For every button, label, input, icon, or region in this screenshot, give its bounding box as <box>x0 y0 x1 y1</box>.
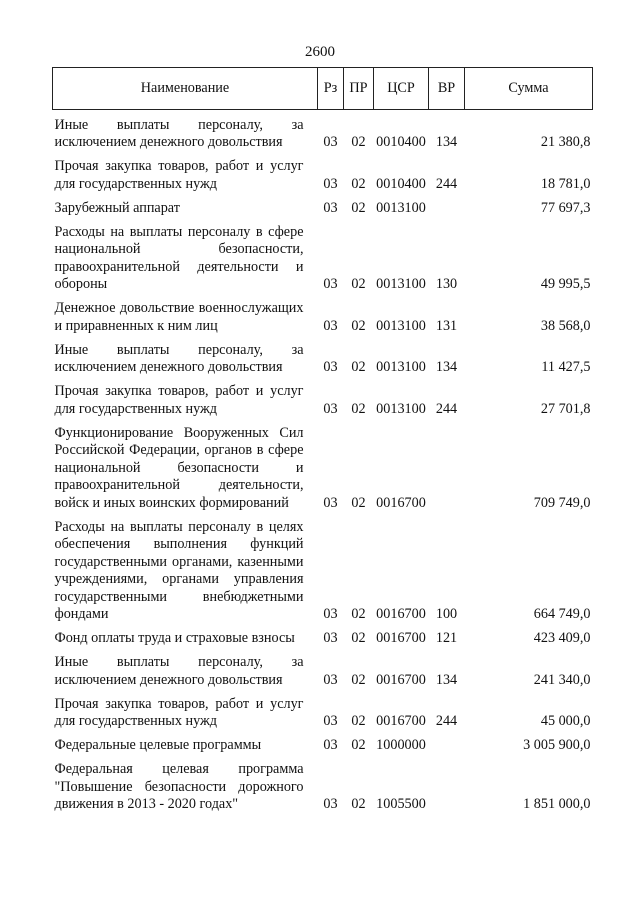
row-vr <box>429 418 465 512</box>
row-vr: 130 <box>435 276 458 292</box>
budget-table <box>52 67 593 814</box>
row-rz: 03 <box>323 175 338 192</box>
header-csr: ЦСР <box>374 68 429 110</box>
row-sum: 45 000,0 <box>540 713 591 729</box>
table-row <box>53 217 593 294</box>
header-pr: ПР <box>344 68 374 110</box>
row-sum: 38 568,0 <box>540 317 591 334</box>
row-sum: 423 409,0 <box>533 630 591 646</box>
row-pr: 02 <box>351 796 366 812</box>
row-sum: 18 781,0 <box>540 175 591 192</box>
table-header <box>53 68 593 110</box>
row-name: Функционирование Вооруженных Сил Российской Федерации, органов в сфере национальной безопасности и правоохранительной деятельности, войск и иных воинских формирований <box>54 424 304 511</box>
header-name: Наименование <box>53 68 318 110</box>
header-sum: Сумма <box>465 68 593 110</box>
row-vr: 134 <box>435 359 458 375</box>
row-pr: 02 <box>351 737 366 753</box>
row-csr: 0016700 <box>376 494 426 511</box>
table-row <box>53 624 593 648</box>
row-pr: 02 <box>351 606 366 622</box>
table-row <box>53 110 593 152</box>
table-row <box>53 512 593 624</box>
row-rz: 03 <box>323 199 338 216</box>
row-vr: 244 <box>435 175 458 192</box>
row-pr: 02 <box>351 494 366 511</box>
row-rz: 03 <box>323 630 338 646</box>
row-rz: 03 <box>323 606 338 622</box>
row-name: Прочая закупка товаров, работ и услуг для государственных нужд <box>54 695 304 729</box>
row-pr: 02 <box>351 317 366 334</box>
row-vr <box>429 731 465 755</box>
row-csr: 0016700 <box>376 713 426 729</box>
row-pr: 02 <box>351 134 366 150</box>
row-sum: 21 380,8 <box>540 134 591 150</box>
row-name: Прочая закупка товаров, работ и услуг для государственных нужд <box>54 383 304 417</box>
table-row <box>53 648 593 690</box>
row-csr: 0016700 <box>376 606 426 622</box>
row-sum: 27 701,8 <box>540 400 591 417</box>
row-pr: 02 <box>351 199 366 216</box>
row-csr: 0010400 <box>376 175 426 192</box>
row-name: Расходы на выплаты персоналу в сфере национальной безопасности, правоохранительной деятельности и обороны <box>54 223 304 292</box>
row-rz: 03 <box>323 796 338 812</box>
row-sum: 241 340,0 <box>533 671 591 688</box>
row-sum: 709 749,0 <box>533 494 591 511</box>
row-name: Федеральная целевая программа "Повышение безопасности дорожного движения в 2013 - 2020 годах" <box>54 761 304 812</box>
row-name: Прочая закупка товаров, работ и услуг для государственных нужд <box>54 158 304 192</box>
row-pr: 02 <box>351 276 366 292</box>
row-rz: 03 <box>323 671 338 688</box>
table-row <box>53 294 593 336</box>
table-row <box>53 755 593 814</box>
row-vr: 100 <box>435 606 458 622</box>
table-row <box>53 377 593 419</box>
row-pr: 02 <box>351 400 366 417</box>
row-vr <box>429 193 465 217</box>
row-name: Иные выплаты персоналу, за исключением денежного довольствия <box>54 654 304 688</box>
row-rz: 03 <box>323 317 338 334</box>
row-vr: 134 <box>435 134 458 150</box>
row-rz: 03 <box>323 134 338 150</box>
row-csr: 0016700 <box>376 630 426 646</box>
row-sum: 1 851 000,0 <box>523 796 591 812</box>
row-rz: 03 <box>323 276 338 292</box>
row-csr: 0010400 <box>376 134 426 150</box>
row-name: Фонд оплаты труда и страховые взносы <box>54 630 295 646</box>
row-vr: 131 <box>435 317 458 334</box>
row-sum: 664 749,0 <box>533 606 591 622</box>
row-name: Зарубежный аппарат <box>54 199 180 216</box>
table-row <box>53 418 593 512</box>
row-csr: 0013100 <box>376 276 426 292</box>
row-name: Иные выплаты персоналу, за исключением денежного довольствия <box>54 116 304 150</box>
row-vr: 244 <box>435 400 458 417</box>
row-name: Федеральные целевые программы <box>54 737 262 753</box>
row-pr: 02 <box>351 359 366 375</box>
row-rz: 03 <box>323 494 338 511</box>
header-rz: Рз <box>318 68 344 110</box>
table-row <box>53 731 593 755</box>
row-rz: 03 <box>323 737 338 753</box>
row-sum: 11 427,5 <box>541 359 591 375</box>
row-name: Расходы на выплаты персоналу в целях обеспечения выполнения функций государственными органами, казенными учреждениями, органами управления государственными внебюджетными фондами <box>54 518 304 622</box>
table-body <box>53 110 593 814</box>
row-csr: 0013100 <box>376 199 426 216</box>
row-vr: 244 <box>435 713 458 729</box>
page-number: 2600 <box>305 44 335 60</box>
row-sum: 3 005 900,0 <box>523 737 591 753</box>
row-csr: 0016700 <box>376 671 426 688</box>
row-vr: 134 <box>435 671 458 688</box>
row-csr: 0013100 <box>376 317 426 334</box>
row-csr: 0013100 <box>376 400 426 417</box>
row-rz: 03 <box>323 400 338 417</box>
table-row <box>53 152 593 194</box>
row-csr: 0013100 <box>376 359 426 375</box>
row-pr: 02 <box>351 175 366 192</box>
row-sum: 77 697,3 <box>540 199 591 216</box>
row-name: Денежное довольствие военнослужащих и приравненных к ним лиц <box>54 300 304 334</box>
row-pr: 02 <box>351 630 366 646</box>
row-rz: 03 <box>323 359 338 375</box>
header-vr: ВР <box>429 68 465 110</box>
row-sum: 49 995,5 <box>540 276 591 292</box>
row-rz: 03 <box>323 713 338 729</box>
row-pr: 02 <box>351 671 366 688</box>
row-vr <box>429 755 465 814</box>
row-vr: 121 <box>435 630 458 646</box>
row-pr: 02 <box>351 713 366 729</box>
row-csr: 1005500 <box>376 796 426 812</box>
table-row <box>53 193 593 217</box>
table-row <box>53 689 593 731</box>
table-row <box>53 335 593 377</box>
row-name: Иные выплаты персоналу, за исключением денежного довольствия <box>54 341 304 375</box>
row-csr: 1000000 <box>376 737 426 753</box>
